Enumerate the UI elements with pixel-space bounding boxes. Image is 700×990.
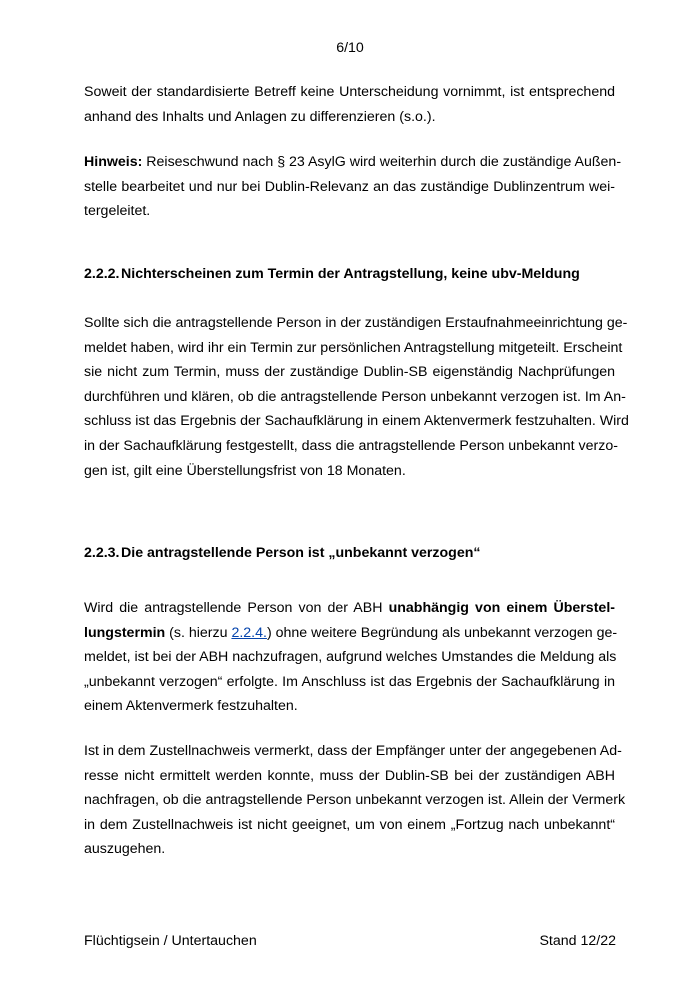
bold-text: lungstermin <box>84 624 166 641</box>
section-heading-2-2-3 <box>84 545 481 561</box>
text-line: durchführen und klären, ob die antragstellende Person unbekannt verzogen ist. Im An- <box>84 388 626 405</box>
section-2-2-3-paragraph-2 <box>84 739 626 862</box>
text-line: in dem Zustellnachweis ist nicht geeignet, um von einem „Fortzug nach unbekannt“ <box>84 816 615 833</box>
text-line: Ist in dem Zustellnachweis vermerkt, dass der Empfänger unter der angegebenen Ad- <box>84 743 622 759</box>
text-line: nachfragen, ob die antragstellende Person unbekannt verzogen ist. Allein der Vermerk <box>84 792 626 809</box>
section-2-2-3-paragraph-1 <box>84 596 618 719</box>
bold-text: unabhängig von einem Überstel- <box>388 600 615 616</box>
section-number: 2.2.2. <box>84 266 120 282</box>
text-line: Soweit der standardisierte Betreff keine Unterscheidung vornimmt, ist entsprechend <box>84 84 615 100</box>
text-run: Wird die antragstellende Person von der ABH <box>84 600 389 616</box>
text-line: einem Aktenvermerk festzuhalten. <box>84 698 298 715</box>
section-heading-2-2-2 <box>84 266 580 282</box>
page-number: 6/10 <box>336 40 364 56</box>
section-number: 2.2.3. <box>84 545 120 561</box>
section-2-2-2-paragraph <box>84 311 629 483</box>
footer-title: Flüchtigsein / Untertauchen <box>84 933 257 949</box>
note-paragraph <box>84 150 622 224</box>
note-label: Hinweis: <box>84 154 143 170</box>
footer-status: Stand 12/22 <box>539 933 616 949</box>
text-line: meldet haben, wird ihr ein Termin zur persönlichen Antragstellung mitgeteilt. Erscheint <box>84 339 623 356</box>
text-line <box>84 150 622 175</box>
text-line: schluss ist das Ergebnis der Sachaufklärung in einem Aktenvermerk festzuhalten. Wird <box>84 413 629 430</box>
text-line: in der Sachaufklärung festgestellt, dass die antragstellende Person unbekannt verzo- <box>84 437 618 454</box>
text-line: sie nicht zum Termin, muss der zuständige Dublin-SB eigenständig Nachprüfungen <box>84 364 615 381</box>
text-line: resse nicht ermittelt werden konnte, muss der Dublin-SB bei der zuständigen ABH <box>84 767 615 784</box>
text-line: auszugehen. <box>84 841 166 858</box>
section-title: Nichterscheinen zum Termin der Antragstellung, keine ubv-Meldung <box>121 266 580 282</box>
section-link-2-2-4[interactable]: 2.2.4. <box>231 624 267 641</box>
text-line: tergeleitet. <box>84 203 151 220</box>
text-line: Sollte sich die antragstellende Person in der zuständigen Erstaufnahmeeinrichtung ge- <box>84 315 628 331</box>
text-run: ) ohne weitere Begründung als unbekannt verzogen ge- <box>266 624 618 641</box>
text-run: (s. hierzu <box>165 624 232 641</box>
text-line <box>84 621 618 646</box>
text-line: anhand des Inhalts und Anlagen zu differenzieren (s.o.). <box>84 108 436 125</box>
intro-paragraph <box>84 80 615 129</box>
text-line <box>84 596 615 621</box>
section-title: Die antragstellende Person ist „unbekannt verzogen“ <box>121 545 481 561</box>
text-line: meldet, ist bei der ABH nachzufragen, aufgrund welches Umstandes die Meldung als <box>84 649 617 666</box>
text-line: gen ist, gilt eine Überstellungsfrist von 18 Monaten. <box>84 462 406 479</box>
text-line: „unbekannt verzogen“ erfolgte. Im Anschluss ist das Ergebnis der Sachaufklärung in <box>84 673 615 690</box>
note-text: Reiseschwund nach § 23 AsylG wird weiterhin durch die zuständige Außen- <box>142 154 622 170</box>
text-line: stelle bearbeitet und nur bei Dublin-Relevanz an das zuständige Dublinzentrum wei- <box>84 178 615 195</box>
